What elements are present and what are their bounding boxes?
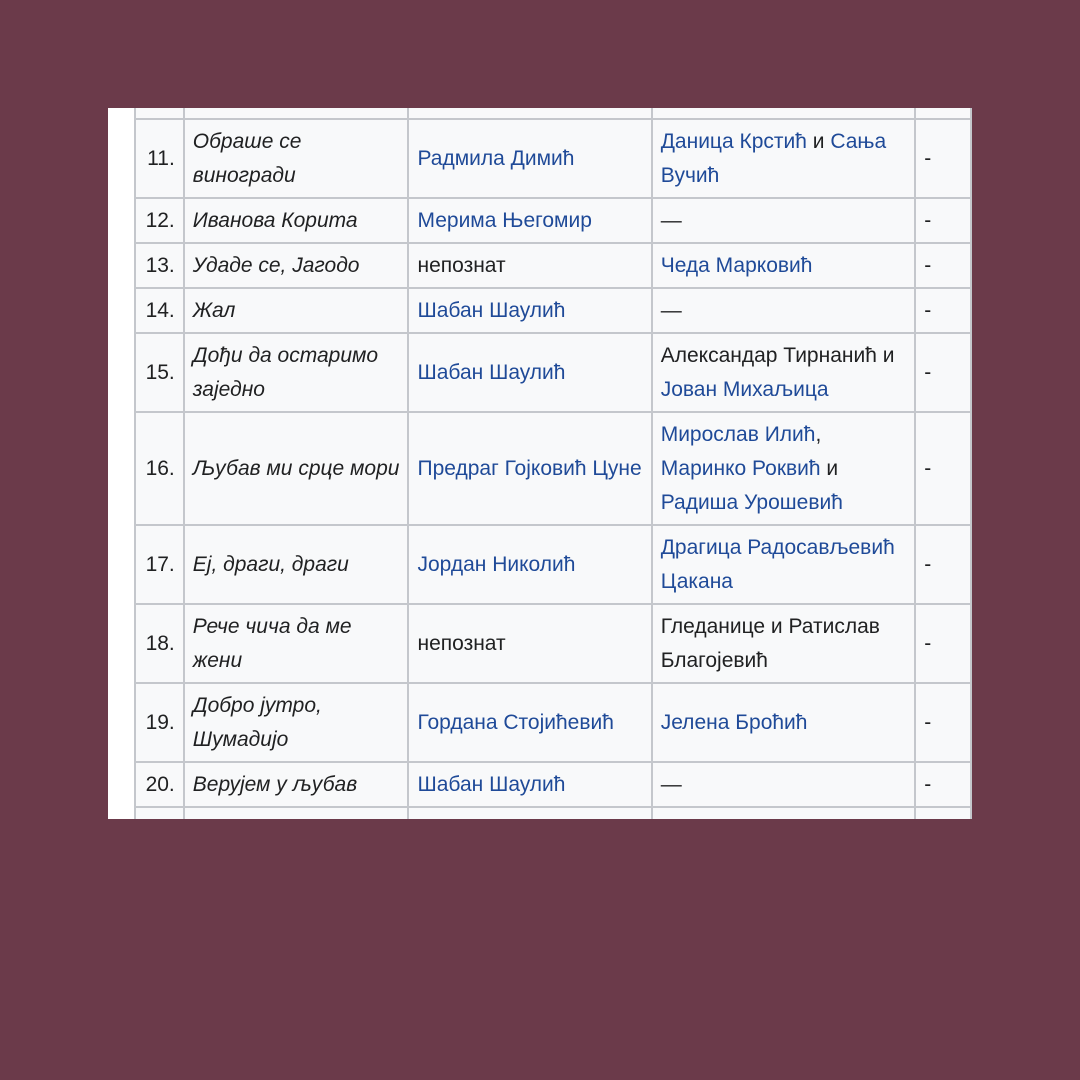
row-number: 19.	[135, 683, 184, 762]
composer-cell	[408, 288, 651, 333]
song-title: Љубав ми срце мори	[184, 412, 409, 525]
cell-empty	[184, 108, 409, 119]
lyricist-link[interactable]: Јелена Броћић	[660, 710, 808, 734]
lyricist-link[interactable]: Маринко Роквић	[660, 456, 821, 480]
extra-cell-cropped: ‐	[915, 762, 971, 807]
lyricist-cell	[652, 288, 916, 333]
composer-cell	[408, 412, 651, 525]
cell-empty	[915, 108, 971, 119]
lyricist-link[interactable]: Даница Крстић	[660, 129, 807, 153]
table-row	[135, 243, 971, 288]
lyricist-link[interactable]: Драгица Радосављевић Цакана	[660, 535, 895, 593]
composer-cell	[408, 762, 651, 807]
row-number: 20.	[135, 762, 184, 807]
extra-cell-cropped: ‐	[915, 412, 971, 525]
table-row	[135, 525, 971, 604]
composer-link[interactable]: Гордана Стојићевић	[417, 710, 614, 734]
cell-empty	[184, 807, 409, 819]
lyricist-cell	[652, 412, 916, 525]
table-row	[135, 288, 971, 333]
lyricist-cell	[652, 762, 916, 807]
table-row	[135, 119, 971, 198]
lyricist-cell	[652, 119, 916, 198]
song-title: Дођи да остаримо заједно	[184, 333, 409, 412]
lyricist-cell	[652, 243, 916, 288]
extra-cell-cropped: ‐	[915, 243, 971, 288]
extra-cell-cropped: ‐	[915, 604, 971, 683]
cell-empty	[135, 108, 184, 119]
lyricist-text: и	[820, 456, 839, 480]
row-number: 11.	[135, 119, 184, 198]
song-title: Еј, драги, драги	[184, 525, 409, 604]
extra-cell-cropped: ‐	[915, 525, 971, 604]
composer-link[interactable]: Шабан Шаулић	[417, 360, 566, 384]
composer-text: непознат	[417, 253, 506, 277]
row-number: 17.	[135, 525, 184, 604]
table-row	[135, 412, 971, 525]
lyricist-cell	[652, 604, 916, 683]
table-row	[135, 333, 971, 412]
cell-empty	[408, 108, 651, 119]
table-row	[135, 683, 971, 762]
table-row	[135, 198, 971, 243]
lyricist-cell	[652, 525, 916, 604]
composer-text: непознат	[417, 631, 506, 655]
composer-cell	[408, 604, 651, 683]
extra-cell-cropped: ‐	[915, 333, 971, 412]
song-title: Добро јутро, Шумадијо	[184, 683, 409, 762]
cell-empty	[408, 807, 651, 819]
composer-link[interactable]: Мерима Његомир	[417, 208, 592, 232]
cell-empty	[652, 807, 916, 819]
song-title: Иванова Корита	[184, 198, 409, 243]
composer-link[interactable]: Предраг Гојковић Цуне	[417, 456, 642, 480]
table-row-partial-bottom	[135, 807, 971, 819]
composer-cell	[408, 525, 651, 604]
extra-cell-cropped: ‐	[915, 683, 971, 762]
composer-cell	[408, 119, 651, 198]
lyricist-text: —	[660, 208, 682, 232]
lyricist-text: —	[660, 298, 682, 322]
composer-cell	[408, 333, 651, 412]
extra-cell-cropped: ‐	[915, 288, 971, 333]
table-row	[135, 762, 971, 807]
row-number: 15.	[135, 333, 184, 412]
cell-empty	[135, 807, 184, 819]
lyricist-link[interactable]: Радиша Урошевић	[660, 490, 843, 514]
lyricist-cell	[652, 683, 916, 762]
lyricist-cell	[652, 198, 916, 243]
extra-cell-cropped: ‐	[915, 119, 971, 198]
song-title: Верујем у љубав	[184, 762, 409, 807]
row-number: 16.	[135, 412, 184, 525]
song-title: Жал	[184, 288, 409, 333]
composer-cell	[408, 243, 651, 288]
composer-link[interactable]: Шабан Шаулић	[417, 298, 566, 322]
row-number: 18.	[135, 604, 184, 683]
song-title: Рече чича да ме жени	[184, 604, 409, 683]
composer-cell	[408, 683, 651, 762]
composer-link[interactable]: Јордан Николић	[417, 552, 576, 576]
cell-empty	[915, 807, 971, 819]
lyricist-text: и	[806, 129, 831, 153]
lyricist-text: —	[660, 772, 682, 796]
song-title: Обраше се виногради	[184, 119, 409, 198]
row-number: 14.	[135, 288, 184, 333]
songs-table	[134, 108, 972, 819]
lyricist-link[interactable]: Мирослав Илић	[660, 422, 816, 446]
lyricist-text: Гледанице и Ратислав Благојевић	[660, 614, 880, 672]
lyricist-text: ,	[815, 422, 822, 446]
songs-table-body	[135, 108, 971, 819]
composer-link[interactable]: Радмила Димић	[417, 146, 575, 170]
table-row	[135, 604, 971, 683]
cell-empty	[652, 108, 916, 119]
screenshot-viewport	[108, 108, 972, 819]
song-title: Удаде се, Јагодо	[184, 243, 409, 288]
extra-cell-cropped: ‐	[915, 198, 971, 243]
composer-link[interactable]: Шабан Шаулић	[417, 772, 566, 796]
row-number: 12.	[135, 198, 184, 243]
row-number: 13.	[135, 243, 184, 288]
table-row-partial-top	[135, 108, 971, 119]
lyricist-link[interactable]: Чеда Марковић	[660, 253, 813, 277]
lyricist-link[interactable]: Сања Вучић	[660, 129, 887, 187]
lyricist-link[interactable]: Јован Михаљица	[660, 377, 829, 401]
lyricist-text: Александар Тирнанић и	[660, 343, 895, 367]
lyricist-cell	[652, 333, 916, 412]
composer-cell	[408, 198, 651, 243]
